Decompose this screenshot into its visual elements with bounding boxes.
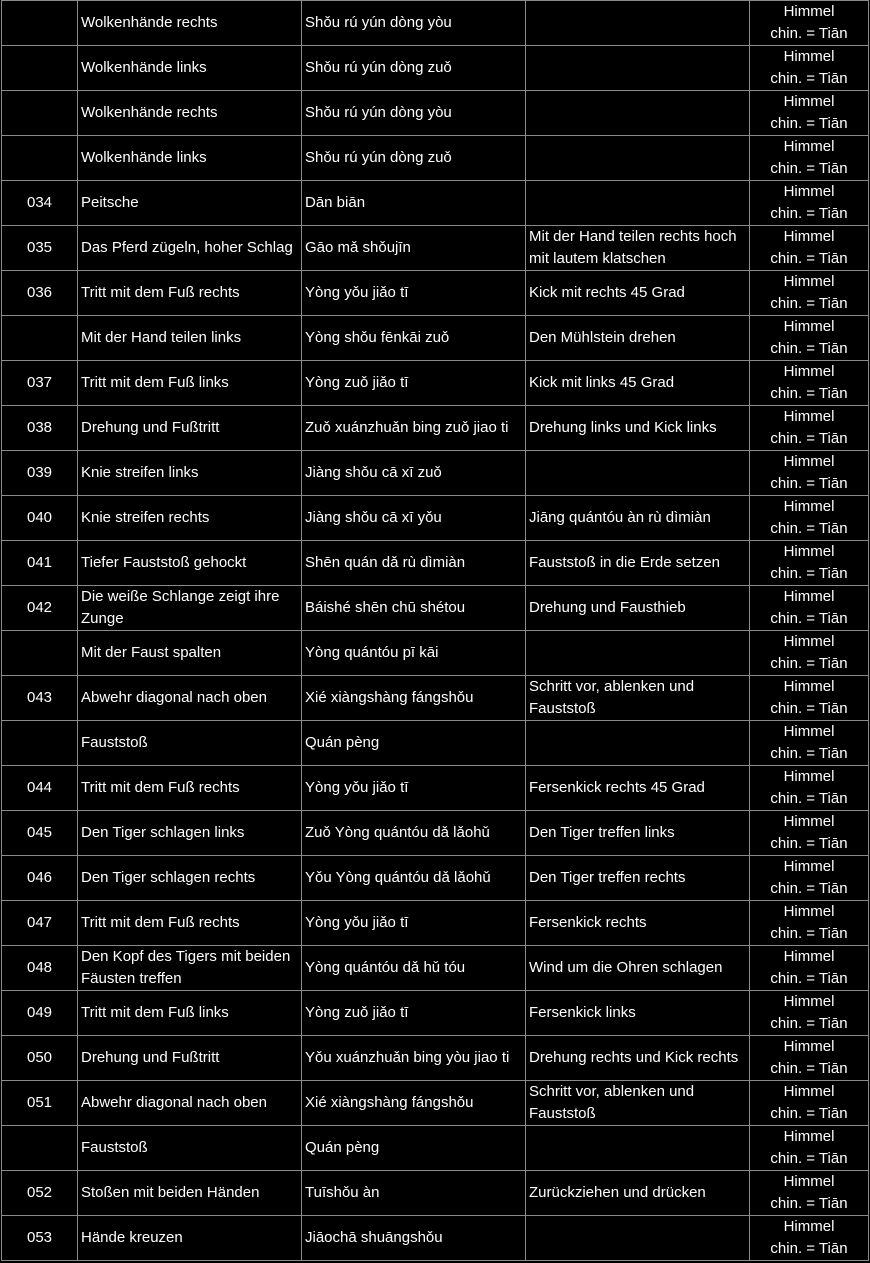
german-name-cell: Das Pferd zügeln, hoher Schlag (78, 226, 302, 271)
element-sky-cell (750, 721, 869, 766)
element-sky-cell (750, 946, 869, 991)
sky-chinese-label: chin. = Tiān (770, 1015, 848, 1032)
german-name-cell: Mit der Hand teilen links (78, 316, 302, 361)
sky-label: Himmel (783, 273, 835, 290)
movement-number-cell: 034 (2, 181, 78, 226)
description-cell: Fersenkick rechts 45 Grad (526, 766, 750, 811)
element-sky-cell (750, 271, 869, 316)
movement-number-cell: 045 (2, 811, 78, 856)
german-name-cell: Den Tiger schlagen links (78, 811, 302, 856)
element-sky-cell (750, 586, 869, 631)
sky-label: Himmel (783, 228, 835, 245)
pinyin-name-cell: Quán pèng (302, 1126, 526, 1171)
movement-number-cell (2, 316, 78, 361)
element-sky-cell (750, 1081, 869, 1126)
sky-chinese-label: chin. = Tiān (770, 295, 848, 312)
movement-number-cell: 041 (2, 541, 78, 586)
pinyin-name-cell: Jiàng shǒu cā xī yǒu (302, 496, 526, 541)
sky-chinese-label: chin. = Tiān (770, 205, 848, 222)
movement-number-cell: 053 (2, 1216, 78, 1261)
sky-chinese-label: chin. = Tiān (770, 1105, 848, 1122)
element-sky-cell (750, 991, 869, 1036)
table-row (2, 1216, 869, 1261)
pinyin-name-cell: Xié xiàngshàng fángshǒu (302, 676, 526, 721)
sky-label: Himmel (783, 363, 835, 380)
pinyin-name-cell: Xié xiàngshàng fángshǒu (302, 1081, 526, 1126)
description-cell: Mit der Hand teilen rechts hoch mit lautem klatschen (526, 226, 750, 271)
table-row (2, 271, 869, 316)
german-name-cell: Abwehr diagonal nach oben (78, 1081, 302, 1126)
movement-number-cell (2, 46, 78, 91)
description-cell (526, 181, 750, 226)
table-row (2, 136, 869, 181)
sky-chinese-label: chin. = Tiān (770, 70, 848, 87)
movement-number-cell: 049 (2, 991, 78, 1036)
description-cell (526, 136, 750, 181)
movement-number-cell: 037 (2, 361, 78, 406)
description-cell: Wind um die Ohren schlagen (526, 946, 750, 991)
movement-number-cell: 039 (2, 451, 78, 496)
german-name-cell: Tritt mit dem Fuß rechts (78, 271, 302, 316)
element-sky-cell (750, 1126, 869, 1171)
sky-label: Himmel (783, 723, 835, 740)
pinyin-name-cell: Yòng yǒu jiǎo tī (302, 901, 526, 946)
german-name-cell: Hände kreuzen (78, 1216, 302, 1261)
table-row (2, 46, 869, 91)
movement-number-cell (2, 91, 78, 136)
pinyin-name-cell: Yòng yǒu jiǎo tī (302, 766, 526, 811)
movement-number-cell (2, 136, 78, 181)
element-sky-cell (750, 1216, 869, 1261)
movement-number-cell (2, 631, 78, 676)
description-cell: Den Tiger treffen links (526, 811, 750, 856)
german-name-cell: Die weiße Schlange zeigt ihre Zunge (78, 586, 302, 631)
element-sky-cell (750, 136, 869, 181)
sky-label: Himmel (783, 318, 835, 335)
sky-chinese-label: chin. = Tiān (770, 25, 848, 42)
sky-chinese-label: chin. = Tiān (770, 340, 848, 357)
sky-chinese-label: chin. = Tiān (770, 700, 848, 717)
description-cell (526, 46, 750, 91)
description-cell: Drehung rechts und Kick rechts (526, 1036, 750, 1081)
sky-label: Himmel (783, 453, 835, 470)
german-name-cell: Wolkenhände rechts (78, 91, 302, 136)
description-cell: Den Tiger treffen rechts (526, 856, 750, 901)
pinyin-name-cell: Yòng shǒu fēnkāi zuǒ (302, 316, 526, 361)
table-row (2, 1171, 869, 1216)
pinyin-name-cell: Shēn quán dǎ rù dìmiàn (302, 541, 526, 586)
table-row (2, 541, 869, 586)
table-row (2, 631, 869, 676)
description-cell: Schritt vor, ablenken und Fauststoß (526, 1081, 750, 1126)
pinyin-name-cell: Dān biān (302, 181, 526, 226)
table-row (2, 901, 869, 946)
pinyin-name-cell: Gāo mǎ shǒujīn (302, 226, 526, 271)
pinyin-name-cell: Yòng quántóu pī kāi (302, 631, 526, 676)
sky-label: Himmel (783, 3, 835, 20)
sky-label: Himmel (783, 408, 835, 425)
table-row (2, 676, 869, 721)
movement-number-cell (2, 1126, 78, 1171)
element-sky-cell (750, 361, 869, 406)
element-sky-cell (750, 226, 869, 271)
table-row (2, 496, 869, 541)
description-cell: Kick mit links 45 Grad (526, 361, 750, 406)
element-sky-cell (750, 46, 869, 91)
sky-label: Himmel (783, 1083, 835, 1100)
german-name-cell: Den Tiger schlagen rechts (78, 856, 302, 901)
sky-chinese-label: chin. = Tiān (770, 1060, 848, 1077)
element-sky-cell (750, 901, 869, 946)
sky-label: Himmel (783, 858, 835, 875)
movement-number-cell: 040 (2, 496, 78, 541)
german-name-cell: Fauststoß (78, 1126, 302, 1171)
description-cell (526, 1126, 750, 1171)
sky-label: Himmel (783, 678, 835, 695)
german-name-cell: Drehung und Fußtritt (78, 406, 302, 451)
german-name-cell: Knie streifen links (78, 451, 302, 496)
sky-label: Himmel (783, 1218, 835, 1235)
german-name-cell: Den Kopf des Tigers mit beiden Fäusten treffen (78, 946, 302, 991)
table-row (2, 1081, 869, 1126)
table-row (2, 181, 869, 226)
element-sky-cell (750, 496, 869, 541)
german-name-cell: Mit der Faust spalten (78, 631, 302, 676)
sky-chinese-label: chin. = Tiān (770, 1150, 848, 1167)
description-cell (526, 721, 750, 766)
sky-label: Himmel (783, 588, 835, 605)
german-name-cell: Wolkenhände links (78, 46, 302, 91)
pinyin-name-cell: Yòng quántóu dǎ hǔ tóu (302, 946, 526, 991)
element-sky-cell (750, 1171, 869, 1216)
pinyin-name-cell: Yòng zuǒ jiǎo tī (302, 361, 526, 406)
sky-label: Himmel (783, 1128, 835, 1145)
description-cell (526, 1216, 750, 1261)
german-name-cell: Tritt mit dem Fuß rechts (78, 766, 302, 811)
sky-chinese-label: chin. = Tiān (770, 745, 848, 762)
pinyin-name-cell: Quán pèng (302, 721, 526, 766)
pinyin-name-cell: Zuǒ xuánzhuǎn bing zuǒ jiao ti (302, 406, 526, 451)
sky-label: Himmel (783, 138, 835, 155)
sky-label: Himmel (783, 48, 835, 65)
description-cell: Drehung links und Kick links (526, 406, 750, 451)
pinyin-name-cell: Shǒu rú yún dòng zuǒ (302, 136, 526, 181)
movement-number-cell: 035 (2, 226, 78, 271)
sky-label: Himmel (783, 993, 835, 1010)
element-sky-cell (750, 91, 869, 136)
sky-chinese-label: chin. = Tiān (770, 880, 848, 897)
sky-chinese-label: chin. = Tiān (770, 565, 848, 582)
table-row (2, 406, 869, 451)
pinyin-name-cell: Yòng zuǒ jiǎo tī (302, 991, 526, 1036)
description-cell: Fersenkick links (526, 991, 750, 1036)
sky-chinese-label: chin. = Tiān (770, 520, 848, 537)
movement-number-cell: 047 (2, 901, 78, 946)
element-sky-cell (750, 1036, 869, 1081)
table-row (2, 226, 869, 271)
table-row (2, 586, 869, 631)
pinyin-name-cell: Zuǒ Yòng quántóu dǎ lǎohǔ (302, 811, 526, 856)
table-row (2, 946, 869, 991)
table-row (2, 361, 869, 406)
element-sky-cell (750, 1, 869, 46)
description-cell: Fauststoß in die Erde setzen (526, 541, 750, 586)
german-name-cell: Tritt mit dem Fuß rechts (78, 901, 302, 946)
sky-label: Himmel (783, 1173, 835, 1190)
german-name-cell: Abwehr diagonal nach oben (78, 676, 302, 721)
description-cell: Schritt vor, ablenken und Fauststoß (526, 676, 750, 721)
description-cell: Kick mit rechts 45 Grad (526, 271, 750, 316)
sky-label: Himmel (783, 813, 835, 830)
sky-label: Himmel (783, 498, 835, 515)
element-sky-cell (750, 406, 869, 451)
sky-chinese-label: chin. = Tiān (770, 1195, 848, 1212)
element-sky-cell (750, 766, 869, 811)
sky-chinese-label: chin. = Tiān (770, 835, 848, 852)
movement-number-cell: 043 (2, 676, 78, 721)
sky-label: Himmel (783, 93, 835, 110)
table-row (2, 1036, 869, 1081)
sky-chinese-label: chin. = Tiān (770, 385, 848, 402)
description-cell: Fersenkick rechts (526, 901, 750, 946)
element-sky-cell (750, 676, 869, 721)
sky-chinese-label: chin. = Tiān (770, 925, 848, 942)
table-row (2, 1, 869, 46)
description-cell (526, 631, 750, 676)
german-name-cell: Tritt mit dem Fuß links (78, 991, 302, 1036)
pinyin-name-cell: Yǒu Yòng quántóu dǎ lǎohǔ (302, 856, 526, 901)
movement-number-cell: 048 (2, 946, 78, 991)
pinyin-name-cell: Shǒu rú yún dòng zuǒ (302, 46, 526, 91)
element-sky-cell (750, 316, 869, 361)
german-name-cell: Tritt mit dem Fuß links (78, 361, 302, 406)
table-body (2, 1, 869, 1261)
german-name-cell: Wolkenhände links (78, 136, 302, 181)
element-sky-cell (750, 451, 869, 496)
sky-chinese-label: chin. = Tiān (770, 655, 848, 672)
description-cell: Drehung und Fausthieb (526, 586, 750, 631)
pinyin-name-cell: Báishé shēn chū shétou (302, 586, 526, 631)
pinyin-name-cell: Yòng yǒu jiǎo tī (302, 271, 526, 316)
german-name-cell: Tiefer Fauststoß gehockt (78, 541, 302, 586)
sky-chinese-label: chin. = Tiān (770, 475, 848, 492)
pinyin-name-cell: Shǒu rú yún dòng yòu (302, 1, 526, 46)
description-cell (526, 91, 750, 136)
pinyin-name-cell: Tuīshǒu àn (302, 1171, 526, 1216)
sky-chinese-label: chin. = Tiān (770, 430, 848, 447)
description-cell: Den Mühlstein drehen (526, 316, 750, 361)
pinyin-name-cell: Shǒu rú yún dòng yòu (302, 91, 526, 136)
table-row (2, 991, 869, 1036)
sky-chinese-label: chin. = Tiān (770, 115, 848, 132)
movement-number-cell: 044 (2, 766, 78, 811)
sky-label: Himmel (783, 768, 835, 785)
sky-label: Himmel (783, 903, 835, 920)
table-row (2, 811, 869, 856)
movement-number-cell: 038 (2, 406, 78, 451)
table-row (2, 856, 869, 901)
pinyin-name-cell: Yǒu xuánzhuǎn bing yòu jiao ti (302, 1036, 526, 1081)
table-row (2, 721, 869, 766)
description-cell (526, 451, 750, 496)
element-sky-cell (750, 181, 869, 226)
sky-label: Himmel (783, 1038, 835, 1055)
sky-label: Himmel (783, 948, 835, 965)
movement-number-cell (2, 721, 78, 766)
sky-chinese-label: chin. = Tiān (770, 790, 848, 807)
sky-label: Himmel (783, 183, 835, 200)
form-sequence-table (1, 0, 869, 1261)
german-name-cell: Peitsche (78, 181, 302, 226)
movement-number-cell: 050 (2, 1036, 78, 1081)
sky-chinese-label: chin. = Tiān (770, 610, 848, 627)
table-row (2, 451, 869, 496)
table-row (2, 91, 869, 136)
movement-number-cell: 046 (2, 856, 78, 901)
pinyin-name-cell: Jiāochā shuāngshǒu (302, 1216, 526, 1261)
movement-number-cell: 052 (2, 1171, 78, 1216)
table-row (2, 1126, 869, 1171)
description-cell: Jiāng quántóu àn rù dìmiàn (526, 496, 750, 541)
table-row (2, 316, 869, 361)
german-name-cell: Knie streifen rechts (78, 496, 302, 541)
element-sky-cell (750, 541, 869, 586)
german-name-cell: Wolkenhände rechts (78, 1, 302, 46)
sky-chinese-label: chin. = Tiān (770, 160, 848, 177)
german-name-cell: Fauststoß (78, 721, 302, 766)
movement-number-cell (2, 1, 78, 46)
sky-label: Himmel (783, 633, 835, 650)
german-name-cell: Drehung und Fußtritt (78, 1036, 302, 1081)
element-sky-cell (750, 856, 869, 901)
element-sky-cell (750, 631, 869, 676)
element-sky-cell (750, 811, 869, 856)
description-cell (526, 1, 750, 46)
movement-number-cell: 051 (2, 1081, 78, 1126)
sky-chinese-label: chin. = Tiān (770, 970, 848, 987)
german-name-cell: Stoßen mit beiden Händen (78, 1171, 302, 1216)
movement-number-cell: 042 (2, 586, 78, 631)
sky-label: Himmel (783, 543, 835, 560)
description-cell: Zurückziehen und drücken (526, 1171, 750, 1216)
movement-number-cell: 036 (2, 271, 78, 316)
sky-chinese-label: chin. = Tiān (770, 250, 848, 267)
sky-chinese-label: chin. = Tiān (770, 1240, 848, 1257)
table-row (2, 766, 869, 811)
pinyin-name-cell: Jiàng shǒu cā xī zuǒ (302, 451, 526, 496)
